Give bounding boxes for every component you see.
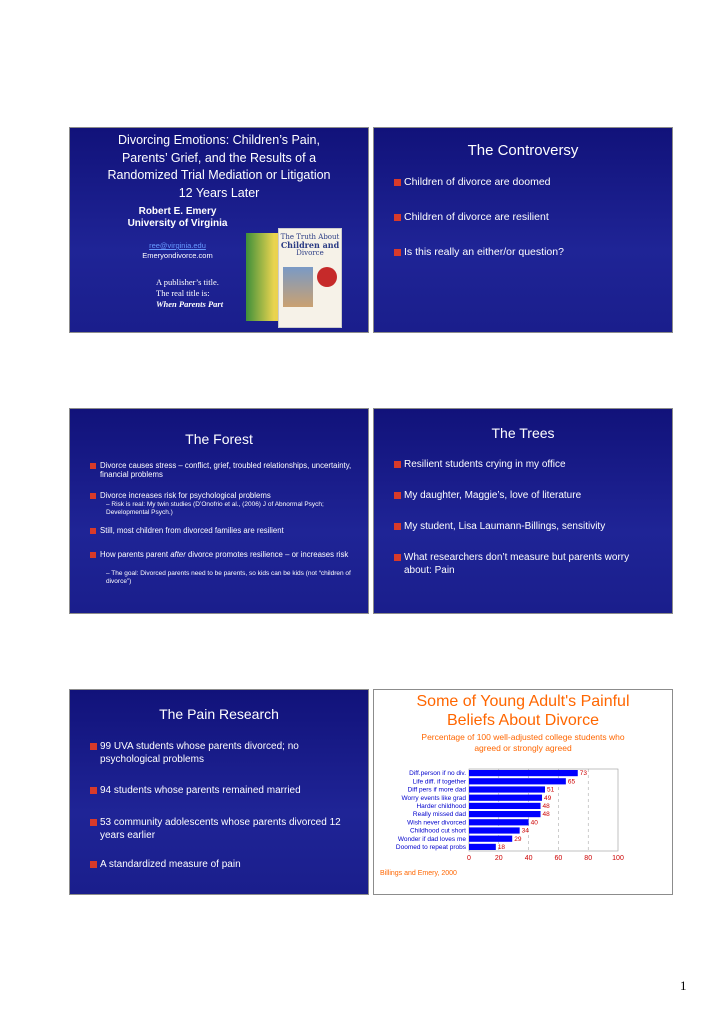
slide-1-title: Divorcing Emotions: Children’s Pain, Parents’ Grief, and the Results of a Randomized Trial Mediation or Litigation 12 Years Later [107,133,331,200]
data-label: 48 [542,803,550,810]
bar [469,827,520,833]
data-label: 73 [579,770,588,778]
data-label: 18 [497,844,506,851]
bullet-item: A standardized measure of pain [90,858,354,871]
bar [469,803,541,809]
sub-bullet: – Risk is real: My twin studies (D’Onofrio et al., (2006) J of Abnormal Psych; Developmental Psych.) [106,501,324,516]
data-label: 51 [546,786,555,794]
x-tick-label: 0 [467,855,471,862]
category-label: Diff pers if more dad [407,786,466,794]
page-number: 1 [680,978,687,993]
slide-5-title: The Pain Research [159,706,279,722]
data-label: 49 [544,794,552,802]
author-block [70,206,285,230]
category-label: Really missed dad [412,811,466,819]
category-label: Diff.person if no div. [409,770,466,778]
data-label: 29 [514,835,522,843]
author-name: Robert E. Emery [138,206,217,217]
bullet-item: Divorce increases risk for psychological problems [90,491,354,500]
bar [469,770,578,776]
x-tick-label: 60 [554,855,563,862]
x-tick-label: 20 [494,855,503,862]
slide-2-title: The Controversy [467,142,579,159]
slide-painful-beliefs-chart [373,689,673,895]
bar [469,778,566,784]
category-label: Doomed to repeat probs [395,844,466,851]
bar [469,844,496,850]
bullet-item: What researchers don’t measure but parents worry about: Pain [394,551,658,577]
x-tick-label: 80 [584,855,593,862]
bullet-square-icon [394,523,401,530]
category-label: Wonder if dad loves me [397,835,466,843]
bullet-square-icon [90,861,97,868]
bar [469,811,541,817]
family-photo [283,267,313,307]
bullet-item: Resilient students crying in my office [394,458,658,471]
author-affiliation: University of Virginia [127,218,228,229]
bullet-item: Still, most children from divorced families are resilient [90,526,354,535]
bar-chart [374,766,673,886]
x-tick-label: 40 [524,855,533,862]
bullet-square-icon [394,179,401,186]
book-badge [317,267,337,287]
category-label: Wish never divorced [407,819,466,827]
bullet-item: My student, Lisa Laumann-Billings, sensitivity [394,520,658,533]
slide-forest [69,408,369,614]
slide-3-title: The Forest [185,431,253,447]
bar [469,786,545,792]
x-tick-label: 100 [612,855,624,862]
bullet-item: 53 community adolescents whose parents divorced 12 years earlier [90,816,354,842]
category-label: Worry events like grad [401,794,466,802]
bullet-square-icon [394,492,401,499]
bullet-item: Divorce causes stress – conflict, grief, troubled relationships, uncertainty, financial problems [90,461,354,479]
bullet-item: Children of divorce are resilient [394,211,658,224]
category-label: Harder childhood [416,803,466,810]
chart-subtitle: Percentage of 100 well-adjusted college students who agreed or strongly agreed [421,732,625,753]
bullet-square-icon [90,528,96,534]
slide-controversy [373,127,673,333]
slide-4-title: The Trees [491,425,555,441]
chart-source: Billings and Emery, 2000 [380,870,457,877]
bullet-square-icon [90,819,97,826]
publisher-note: A publisher’s title. The real title is: When Parents Part [156,277,224,309]
email-link[interactable]: ree@virginia.edu [149,241,206,250]
bullet-item: My daughter, Maggie’s, love of literature [394,489,658,502]
bullet-item: How parents parent after divorce promotes resilience – or increases risk [90,550,354,559]
bullet-square-icon [394,554,401,561]
bullet-item: 99 UVA students whose parents divorced; no psychological problems [90,740,354,766]
data-label: 34 [521,827,529,835]
bullet-square-icon [394,461,401,468]
slide-6-title: Some of Young Adult's Painful Beliefs About Divorce [416,693,630,729]
bullet-square-icon [90,463,96,469]
website-text: Emeryondivorce.com [142,251,213,260]
data-label: 48 [542,811,550,819]
bullet-item: 94 students whose parents remained married [90,784,354,797]
bullet-square-icon [394,214,401,221]
bullet-item: Is this really an either/or question? [394,246,658,259]
slide-trees [373,408,673,614]
bullet-square-icon [90,493,96,499]
slide-pain-research [69,689,369,895]
sub-bullet: – The goal: Divorced parents need to be parents, so kids can be kids (not “children of divorce”) [106,570,351,585]
category-label: Childhood cut short [409,827,466,835]
bar [469,819,529,825]
slide-title [69,127,369,333]
book-cover-truth-about-children: The Truth About Children and Divorce [278,228,342,328]
bar [469,836,512,842]
category-label: Life diff. if together [412,778,466,786]
data-label: 65 [567,778,576,786]
bullet-item: Children of divorce are doomed [394,176,658,189]
bullet-square-icon [90,552,96,558]
bar [469,795,542,801]
bullet-square-icon [90,787,97,794]
data-label: 40 [530,819,538,827]
bullet-square-icon [90,743,97,750]
bullet-square-icon [394,249,401,256]
